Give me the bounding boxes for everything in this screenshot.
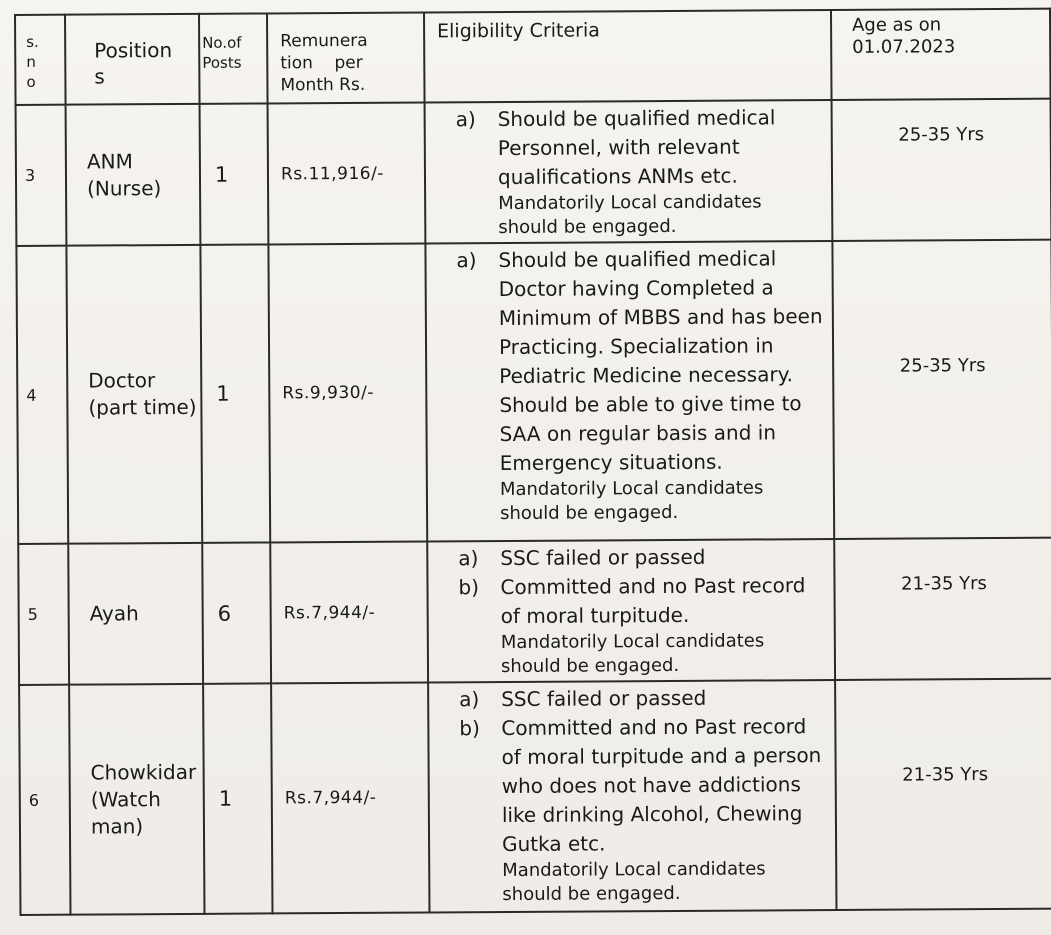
sno-cell: 3 [16, 105, 67, 246]
criteria-list [456, 103, 826, 192]
eligibility-cell [427, 539, 835, 682]
positions-table [14, 8, 1051, 916]
position-cell: Doctor (part time) [66, 245, 202, 544]
criteria-item [459, 683, 828, 714]
local-candidates-note: Mandatorily Local candidates should be engaged. [498, 191, 762, 239]
age-cell: 21-35 Yrs [835, 679, 1051, 910]
criteria-item [456, 244, 826, 478]
criteria-text: Committed and no Past record of moral turpitude and a person who does not have addictions like drinking Alcohol, Chewing Gutka etc. [501, 714, 822, 857]
local-candidates-note: Mandatorily Local candidates should be engaged. [499, 477, 764, 525]
criteria-item [456, 103, 826, 192]
criteria-text: SSC failed or passed [500, 544, 706, 571]
table-row [16, 99, 1051, 246]
criteria-marker: b) [459, 716, 480, 741]
criteria-text: Should be qualified medical Doctor having Completed a Minimum of MBBS and has been Practicing. Specialization in Pediatric Medicine necessary. Should be able to give time to SAA on regular basis and in Emergency situations. [498, 246, 823, 476]
table-row [18, 538, 1051, 685]
remuneration-cell: Rs.7,944/- [271, 682, 429, 913]
criteria-item [458, 571, 827, 631]
header-age: Age as on 01.07.2023 [831, 9, 1051, 100]
local-candidates-note: Mandatorily Local candidates should be engaged. [500, 630, 765, 678]
criteria-list [458, 542, 828, 631]
criteria-text: SSC failed or passed [501, 685, 707, 712]
age-cell: 21-35 Yrs [834, 538, 1051, 680]
posts-cell: 1 [200, 103, 269, 244]
header-remuneration: Remunera tion per Month Rs. [267, 12, 425, 103]
age-cell: 25-35 Yrs [832, 99, 1051, 241]
remuneration-cell: Rs.7,944/- [270, 541, 428, 683]
posts-cell: 1 [203, 683, 272, 913]
eligibility-cell [425, 241, 834, 541]
criteria-text: Committed and no Past record of moral turpitude. [500, 573, 806, 629]
sno-cell: 4 [16, 246, 68, 544]
criteria-marker: a) [456, 248, 477, 273]
criteria-marker: b) [458, 575, 480, 600]
criteria-marker: a) [459, 687, 480, 712]
criteria-marker: a) [458, 546, 479, 571]
remuneration-cell: Rs.11,916/- [268, 102, 426, 244]
remuneration-cell: Rs.9,930/- [268, 243, 427, 542]
table-header-row [15, 9, 1051, 105]
posts-cell: 1 [200, 244, 270, 542]
header-eligibility: Eligibility Criteria [424, 10, 832, 102]
criteria-text: Should be qualified medical Personnel, with relevant qualifications ANMs etc. [497, 105, 776, 190]
eligibility-cell [425, 100, 833, 243]
criteria-item [459, 712, 829, 859]
posts-cell: 6 [202, 542, 271, 683]
sno-cell: 6 [19, 685, 70, 915]
criteria-list [459, 683, 829, 859]
eligibility-cell [428, 680, 836, 912]
table-row [19, 679, 1051, 915]
local-candidates-note: Mandatorily Local candidates should be engaged. [502, 858, 766, 906]
header-sno: s. n o [15, 15, 66, 105]
age-cell: 25-35 Yrs [832, 240, 1051, 539]
table-row [16, 240, 1051, 544]
position-cell: Chowkidar (Watch man) [69, 684, 204, 915]
criteria-list [456, 244, 826, 478]
position-cell: ANM (Nurse) [66, 104, 201, 246]
criteria-item [458, 542, 827, 573]
position-cell: Ayah [68, 543, 203, 685]
criteria-marker: a) [455, 107, 476, 132]
sno-cell: 5 [18, 544, 69, 685]
header-posts: No.of Posts [199, 13, 268, 103]
header-position: Position s [65, 14, 200, 105]
